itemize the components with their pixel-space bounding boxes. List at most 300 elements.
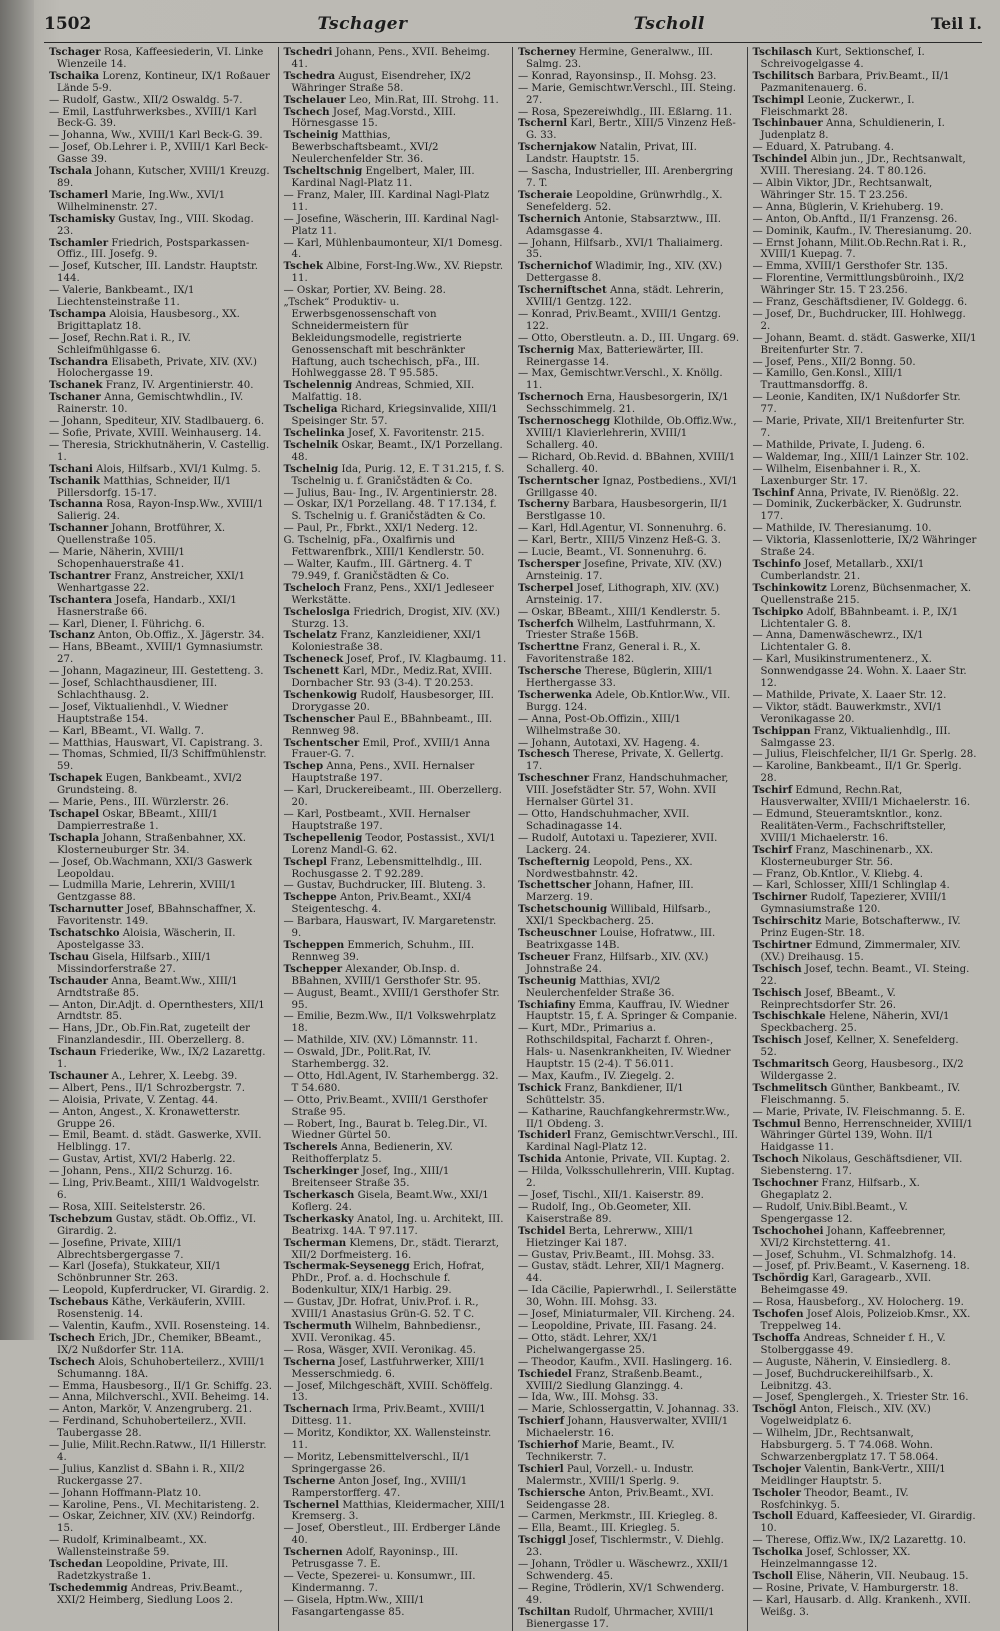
entry-surname: Tschirtner [752,938,812,951]
entry-text: — Johann Hoffmann-Platz 10. [49,1487,202,1499]
entry-surname: Tschantrer [49,569,111,582]
directory-entry [518,1392,742,1404]
entry-surname: Tschauder [49,974,108,987]
directory-entry [518,1261,742,1285]
entry-text: Josef, Metallarb., XXI/1 Cumberlandstr. 21. [760,558,925,582]
page-number: 1502 [44,14,92,34]
entry-surname: Tschilasch [752,46,813,58]
entry-text: Erna, Hausbesorgerin, IX/1 Sechsschimmelg. 21. [526,392,729,416]
directory-entry [284,833,508,857]
directory-entry [753,630,978,654]
entry-text: Franz, Anstreicher, XXI/1 Wenhartgasse 22. [57,570,245,594]
directory-entry [284,607,508,631]
entry-text: — Johann, Spediteur, XIV. Stadlbauerg. 6. [49,416,265,428]
entry-text: Karl, MDr., Mediz.Rat, XVIII. Dornbacher Str. 93 (3-4). T 20.253. [291,666,493,690]
entry-surname: Tschapek [49,772,103,785]
directory-entry [753,1035,978,1059]
directory-entry [518,773,742,809]
entry-text: Anna, Gemischtwhdlin., IV. Rainerstr. 10. [57,392,244,416]
entry-surname: Tschanik [49,474,100,487]
column-3 [513,47,748,1631]
entry-text: — Rosa, XIII. Seitelsterstr. 26. [49,1201,206,1213]
entry-text: Georg, Hausbesorg., IX/2 Wildergasse 2. [760,1059,964,1082]
entry-text: — Otto, Oberstleutn. a. D., III. Ungarg. 69. [518,332,740,344]
entry-text: Oskar, BBeamt., XIII/1 Dampierrestraße 1. [57,809,219,832]
directory-entry [284,809,508,833]
entry-text: Josef, BBeamt., V. Reinprechtsdorfer Str. 26. [760,987,896,1011]
entry-text: Johann, Kutscher, XVIII/1 Kreuzg. 89. [57,166,270,189]
entry-text: — Sofie, Private, XVIII. Weinhauserg. 14. [49,428,262,439]
entry-surname: Tschedan [49,1558,103,1571]
directory-entry [49,1381,273,1393]
entry-surname: Tscherntscher [518,474,600,487]
directory-entry [284,1214,508,1238]
entry-surname: Tschelnig [283,462,339,475]
directory-entry [753,226,978,238]
entry-text: Friedrich, Drogist, XIV. (XV.) Sturzg. 13. [291,606,500,630]
directory-entry [518,1202,742,1226]
directory-entry [284,964,508,988]
entry-text: Anna, städt. Lehrerin, XVIII/1 Gentzg. 122. [526,285,724,309]
entry-surname: Tschelennig [283,379,353,392]
directory-entry [284,1142,508,1166]
entry-text: Josef, Mag.Vorstd., XIII. Hörnesgasse 15. [291,106,457,130]
entry-text: Josefine, Private, XIV. (XV.) Arnsteinig. 17. [526,558,722,582]
entry-text: Josef, Kellner, X. Senefelderg. 52. [760,1035,959,1059]
entry-surname: Tschirf [752,843,793,856]
directory-entry [49,666,273,678]
entry-surname: Tschelatz [283,629,337,642]
entry-surname: Tschager [49,46,101,58]
entry-text: — Karl, Mühlenbaumonteur, XI/1 Domesg. 4. [283,237,503,261]
directory-entry [49,1464,273,1488]
entry-text: Franz, Lebensmittelhdlg., III. Rochusgasse 2. T 92.289. [291,856,483,880]
directory-entry [284,107,508,131]
directory-entry [518,928,742,952]
entry-surname: Tschmul [752,1117,801,1130]
entry-text: — Moritz, Kondiktor, XX. Wallensteinstr. 11. [283,1428,492,1452]
entry-surname: Tscheunig [518,974,577,987]
entry-text: — Aloisia, Private, V. Zentag. 44. [49,1094,218,1106]
entry-text: — Josef, Rechn.Rat i. R., IV. Schleifmühlgasse 6. [49,332,191,356]
directory-entry [753,726,978,750]
entry-surname: Tschaika [49,69,100,82]
directory-entry [49,416,273,428]
entry-text: — Rudolf, Kriminalbeamt., XX. Wallensteinstraße 59. [49,1535,207,1559]
entry-surname: Tschiedel [518,1367,572,1380]
entry-text: — Franz, Ob.Kntlor., V. Kliebg. 4. [752,868,924,880]
directory-entry [518,559,742,583]
directory-entry [753,1547,978,1571]
entry-text: — Eduard, X. Patrubang. 4. [752,142,894,154]
entry-text: Wilhelm, Lastfuhrmann, X. Triester Straße 156B. [526,618,716,642]
entry-text: — Walter, Kaufm., III. Gärtnerg. 4. T 79.949, f. Graničstädten & Co. [283,558,472,582]
entry-text: — Rosa, Hausbeforg., XV. Holocherg. 19. [752,1297,964,1309]
directory-entry [753,154,978,178]
directory-entry [753,845,978,869]
entry-surname: Tschernel [283,1498,340,1511]
entry-surname: Tscharnutter [49,903,124,916]
page-binding-shadow [0,0,34,1340]
directory-entry [49,857,273,881]
entry-text: Rosa, Kaffeesiederin, VI. Linke Wienzeile 14. [57,47,264,70]
directory-entry [518,47,742,71]
entry-surname: Tschoch [752,1153,799,1166]
directory-entry [284,666,508,690]
directory-entry [49,1583,273,1607]
entry-text: — Barbara, Hauswart, IV. Margaretenstr. 9. [283,916,497,940]
directory-entry [49,166,273,190]
directory-entry [518,1107,742,1131]
directory-entry [284,47,508,71]
entry-text: Anton, Ob.Offiz., X. Jägerstr. 34. [98,630,265,642]
entry-text: Anna, Private, IV. Rienößlg. 22. [797,487,959,499]
directory-entry [518,749,742,773]
entry-surname: Tschirschitz [752,915,822,928]
entry-surname: Tschek [283,260,324,273]
entry-surname: Tscherels [283,1141,338,1154]
directory-entry [284,440,508,464]
directory-entry [49,1047,273,1071]
entry-text: Emmerich, Schuhm., III. Rennweg 39. [291,939,475,963]
entry-surname: Tschofen [752,1308,804,1321]
entry-text: Gisela, Beamt.Ww., XXI/1 Koflerg. 24. [291,1190,489,1213]
entry-text: — Emma, XVIII/1 Gersthofer Str. 135. [752,261,949,273]
directory-entry [518,238,742,262]
entry-text: — Gustav, Priv.Beamt., III. Mohsg. 33. [518,1249,715,1261]
entry-text: — Anna, Milchverschl., XVII. Beheimg. 14. [49,1392,270,1404]
directory-entry [49,1238,273,1262]
entry-text: Günther, Bankbeamt., IV. Fleischmanng. 5. [760,1082,961,1106]
entry-text: — Marie, Private, XII/1 Breitenfurter Str. 7. [752,416,965,439]
entry-text: Barbara, Hausbesorgerin, II/1 Berstlgasse 10. [526,499,729,523]
entry-surname: Tschedemmig [49,1581,128,1594]
directory-entry [49,1107,273,1131]
entry-text: — Karl, Bertr., XIII/5 Vinzenz Heß-G. 3. [518,535,721,547]
entry-text: — Josefine, Private, XIII/1 Albrechtsbergergasse 7. [49,1237,184,1261]
entry-text: Josef, Prof., IV. Klagbaumg. 11. [346,654,507,666]
directory-entry [284,214,508,238]
entry-text: — Emil, Beamt. d. städt. Gaswerke, XVII. Helblingg. 17. [49,1130,262,1154]
entry-text: Teodor, Postassist., XVI/1 Lorenz Mandl-G. 62. [291,832,496,856]
directory-entry [284,1381,508,1405]
directory-entry [753,1202,978,1226]
directory-entry [753,1250,978,1262]
entry-surname: Tschebaus [49,1296,109,1309]
directory-entry [49,95,273,107]
entry-surname: Tschinkowitz [752,581,827,594]
directory-entry [518,1440,742,1464]
directory-entry [49,142,273,166]
entry-text: Johann, Hausverwalter, XVIII/1 Michaelerstr. 16. [526,1416,729,1440]
directory-entry [518,535,742,547]
entry-text: Adolf, Rayoninsp., III. Petrusgasse 7. E. [291,1547,459,1571]
directory-entry [518,392,742,416]
entry-text: Louise, Hofratww., III. Beatrixgasse 14B. [526,928,716,951]
directory-entry [753,1226,978,1250]
directory-entry [49,333,273,357]
entry-text: — Hans, JDr., Ob.Fin.Rat, zugeteilt der Finanzlandesdir., III. Oberzellerg. 8. [49,1023,251,1047]
entry-text: Leonie, Zuckerwr., I. Fleischmarkt 28. [760,94,915,118]
entry-text: Anna, Bedienerin, XV. Reithofferplatz 5. [291,1142,453,1166]
directory-entry [284,464,508,488]
entry-text: Josef, Lithograph, XIV. (XV.) Arnsteinig. 17. [526,582,720,606]
directory-entry [284,285,508,297]
directory-entry [49,285,273,309]
entry-surname: Tschefternig [518,855,590,868]
entry-text: — Paul, Pr., Fbrkt., XXI/1 Nederg. 12. [283,523,478,535]
entry-text: — Josef, Buchdruckereihilfsarb., X. Leibnitzg. 43. [752,1368,934,1392]
directory-entry [49,499,273,523]
directory-entry [753,1583,978,1595]
entry-surname: Tschersche [518,665,582,678]
entry-surname: Tschida [518,1153,562,1166]
directory-entry [753,118,978,142]
directory-entry [49,261,273,285]
directory-entry [518,476,742,500]
directory-entry [49,238,273,262]
directory-entry [284,488,508,500]
directory-entry [753,559,978,583]
directory-entry [753,357,978,369]
directory-entry [284,1547,508,1571]
entry-text: Gisela, Hilfsarb., XIII/1 Missindorferstraße 27. [57,951,212,975]
entry-surname: Tschapla [49,831,100,844]
entry-text: — Josef, Ob.Lehrer i. P., XVIII/1 Karl Beck-Gasse 39. [49,142,269,166]
entry-text: — Anna, Post-Ob.Offizin., XIII/1 Wilhelmstraße 30. [518,713,681,737]
entry-text: Andreas, Schmied, XII. Malfattig. 18. [291,380,475,404]
entry-surname: Tschetschounig [518,903,608,916]
entry-text: — Robert, Ing., Baurat b. Teleg.Dir., VI. Wiedner Gürtel 50. [283,1118,488,1142]
entry-text: Franz, Bankdiener, II/1 Schüttelstr. 35. [526,1082,684,1106]
entry-text: Johann, Kaffeebrenner, XVI/2 Kirchstetterng. 41. [760,1225,946,1249]
entry-surname: Tschögl [752,1403,797,1416]
directory-entry [518,583,742,607]
part-label: Teil I. [930,14,982,33]
entry-text: — Johann, Hilfsarb., XVI/1 Thaliaimerg. 35. [518,237,723,261]
entry-surname: Tschanek [49,379,103,392]
directory-entry [518,619,742,643]
directory-entry [49,738,273,750]
directory-entry [753,988,978,1012]
directory-entry [284,559,508,583]
directory-entry [518,1535,742,1559]
entry-text: Josef Alois, Polizeiob.Kmsr., XX. Treppelweg 14. [760,1309,971,1332]
entry-text: — Anton, Ob.Anftd., II/1 Franzensg. 26. [752,213,958,225]
entry-surname: Tschernach [283,1403,349,1416]
entry-surname: Tschamler [49,236,109,249]
directory-entry [49,833,273,857]
directory-entry [49,71,273,95]
entry-text: Matthias, Schneider, II/1 Pillersdorfg. 15-17. [57,475,232,499]
directory-entry [753,583,978,607]
entry-text: Klothilde, Ob.Offiz.Ww., XVIII/1 Klavierlehrerin, XVIII/1 Schallerg. 40. [526,416,737,451]
directory-entry [284,761,508,785]
directory-entry [284,1035,508,1047]
entry-surname: Tschidel [518,1224,566,1237]
directory-entry [284,1452,508,1476]
entry-text: Engelbert, Maler, III. Kardinal Nagl-Platz 11. [291,166,475,189]
directory-entry [753,392,978,416]
entry-surname: Tschani [49,462,93,475]
entry-surname: Tschindel [752,153,808,166]
entry-text: — Theodor, Kaufm., XVII. Haslingerg. 16. [518,1356,733,1368]
entry-text: — Thomas, Schmied, II/3 Schiffmühlenstr. 59. [49,749,267,773]
entry-surname: Tschermak-Seysenegg [283,1260,410,1273]
entry-surname: Tscherwenka [518,688,593,701]
directory-entry [284,71,508,95]
entry-surname: Tschaner [49,391,101,404]
directory-entry [518,1000,742,1024]
directory-entry [753,1404,978,1428]
entry-text: — Rosa, Spezereiwhdlg., III. Eßlarng. 11. [518,106,733,118]
entry-text: Therese, Büglerin, XIII/1 Herthergasse 33. [526,666,714,690]
directory-entry [284,1238,508,1262]
directory-entry [753,916,978,940]
entry-text: — Karl, Hausarb. d. Allg. Krankenh., XVII. Weißg. 3. [752,1594,971,1618]
entry-text: — Otto, Handschuhmacher, XVII. Schadinagasse 14. [518,809,690,832]
entry-text: Eduard, Kaffeesieder, VI. Girardig. 10. [760,1511,976,1535]
directory-entry [284,1404,508,1428]
entry-text: — Gustav, Artist, XVI/2 Haberlg. 22. [49,1154,236,1166]
entry-surname: Tschmelitsch [752,1081,828,1094]
entry-text: — Viktor, städt. Bauwerkmstr., XVI/1 Veronikagasse 20. [752,701,943,725]
entry-surname: Tscherpel [518,581,574,594]
entry-text: — Gisela, Hptm.Ww., XIII/1 Fasangartengasse 85. [283,1594,425,1618]
directory-entry [284,1297,508,1321]
directory-entry [518,1583,742,1607]
entry-surname: Tschernoschegg [518,415,611,428]
directory-entry [753,309,978,333]
directory-entry [753,1273,978,1297]
directory-entry [49,1535,273,1559]
directory-entry [49,1297,273,1321]
entry-text: — Leopold, Kupferdrucker, VI. Girardig. 2. [49,1285,270,1297]
directory-entry [49,595,273,619]
directory-entry [753,333,978,357]
entry-text: Josef, Ing., XIII/1 Breitenseer Straße 35. [291,1166,450,1190]
directory-entry [753,1488,978,1512]
entry-surname: Tschepellenig [283,831,363,844]
entry-surname: Tscherne [283,1474,336,1487]
directory-entry [753,297,978,309]
entry-surname: Tscheppe [283,891,337,904]
entry-text: — Karl, Diener, I. Führichg. 6. [49,618,205,630]
entry-text: Marie, Botschafterww., IV. Prinz Eugen-Str. 18. [760,916,961,940]
entry-surname: Tscheliga [283,403,338,416]
entry-text: — Ida Cäcilie, Papierwrhdl., I. Seilerstätte 30, Wohn. III. Mohsg. 33. [518,1285,737,1309]
entry-surname: Tschampa [49,307,107,320]
directory-entry [49,476,273,500]
directory-entry [753,202,978,214]
directory-entry [518,261,742,285]
directory-entry [49,749,273,773]
entry-text: Erich, JDr., Chemiker, BBeamt., IX/2 Nußdorfer Str. 11A. [57,1332,262,1356]
directory-entry [49,952,273,976]
entry-text: Josef, Lastfuhrwerker, XIII/1 Messerschmiedg. 6. [291,1356,486,1380]
entry-text: „Tschek“ Produktiv- u. Erwerbsgenossenschaft von Schneidermeistern für Bekleidungsmodelle, registrierte Genossenschaft mit beschränkter Haftung, auch tschechisch, pFa., III. Hohlweggasse 28. T 95.585. [283,297,480,380]
directory-entry [753,1333,978,1357]
directory-entry [753,1357,978,1369]
entry-text: — Florentine, Vermittlungsbüroinh., IX/2 Währinger Str. 15. T 23.256. [752,273,965,297]
entry-text: — Wilhelm, JDr., Rechtsanwalt, Habsburgerg. 5. T 74.068. Wohn. Schwarzenbergplatz 17. T 58.064. [752,1428,939,1463]
entry-surname: Tscholl [752,1570,794,1582]
entry-text: — Anna, Büglerin, V. Kriehuberg. 19. [752,201,944,213]
directory-entry [518,833,742,857]
directory-entry [753,440,978,452]
entry-text: — Oskar, Portier, XV. Being. 28. [283,285,446,297]
entry-surname: Tschirf [752,784,793,797]
directory-entry [753,499,978,523]
entry-surname: Tscherney [518,46,576,58]
directory-entry [49,880,273,904]
entry-text: Berta, Lehrerww., XIII/1 Hietzinger Kai 187. [526,1225,694,1249]
directory-entry [49,1440,273,1464]
directory-entry [284,523,508,535]
directory-entry [284,130,508,166]
directory-entry [518,345,742,369]
directory-entry [49,1488,273,1500]
entry-text: — Valerie, Bankbeamt., IX/1 Liechtensteinstraße 11. [49,285,195,309]
entry-text: — Regine, Trödlerin, XV/1 Schwenderg. 49. [518,1582,725,1606]
directory-entry [284,1011,508,1035]
entry-surname: Tschaun [49,1046,97,1059]
entry-text: — Dominik, Kaufm., IV. Theresianumg. 20. [752,225,972,237]
directory-entry [753,869,978,881]
directory-entry [284,1500,508,1524]
entry-text: — Josefine, Wäscherin, III. Kardinal Nagl-Platz 11. [283,213,499,237]
entry-text: Antonie, Stabsarztww., III. Adamsgasse 4. [526,213,722,237]
entry-surname: Tschelinka [283,427,345,439]
entry-text: — Anton, Angest., X. Kronawetterstr. Gruppe 26. [49,1106,241,1130]
entry-text: — Karl, Musikinstrumentenerz., X. Sonnwendgasse 24. Wohn. X. Laaer Str. 12. [752,654,967,690]
entry-surname: Tscholl [752,1510,794,1523]
entry-text: — Rudolf, Autotaxi u. Tapezierer, XVII. Lackerg. 24. [518,832,718,856]
directory-entry [284,1595,508,1619]
entry-text: — Leopoldine, Private, III. Fasang. 24. [518,1320,717,1332]
entry-text: — Auguste, Näherin, V. Einsiedlerg. 8. [752,1356,951,1368]
entry-text: — Gustav, städt. Lehrer, XII/1 Magnerg. 44. [518,1261,725,1285]
directory-entry [284,857,508,881]
entry-text: Johann, Pens., XVII. Beheimg. 41. [291,47,490,70]
entry-text: — Marie, Schlossergattin, V. Johannag. 33. [518,1404,739,1416]
directory-entry [518,452,742,476]
entry-text: — Johann, Pens., XII/2 Schurzg. 16. [49,1166,233,1178]
entry-surname: Tscheuer [518,950,570,963]
entry-surname: Tschisch [752,986,802,999]
directory-entry [753,1083,978,1107]
directory-entry [49,1083,273,1095]
entry-text: — Oswald, JDr., Polit.Rat, IV. Starhembergg. 32. [283,1047,432,1071]
directory-entry [49,904,273,928]
directory-entry [518,1309,742,1321]
directory-entry [284,535,508,559]
directory-entry [753,368,978,392]
entry-text: Anatol, Ing. u. Architekt, III. Beatrixg. 14A. T 97.117. [291,1213,504,1237]
directory-entry [284,583,508,607]
entry-surname: Tschimpl [752,93,805,106]
entry-text: Leopoldine, Grünwrhdlg., X. Senefelderg. 52. [526,189,723,213]
directory-entry [753,452,978,464]
entry-text: — Marie, Pens., III. Würzlerstr. 26. [49,797,229,809]
directory-entry [49,1404,273,1416]
entry-text: — Viktoria, Klassenlotterie, IX/2 Währinger Straße 24. [752,535,977,559]
entry-surname: Tschischkale [752,1010,826,1023]
entry-text: Anna, Beamt.Ww., XIII/1 Arndtstraße 85. [57,975,238,999]
entry-surname: Tschiltan [518,1605,571,1618]
directory-entry [49,547,273,571]
directory-entry [284,785,508,809]
